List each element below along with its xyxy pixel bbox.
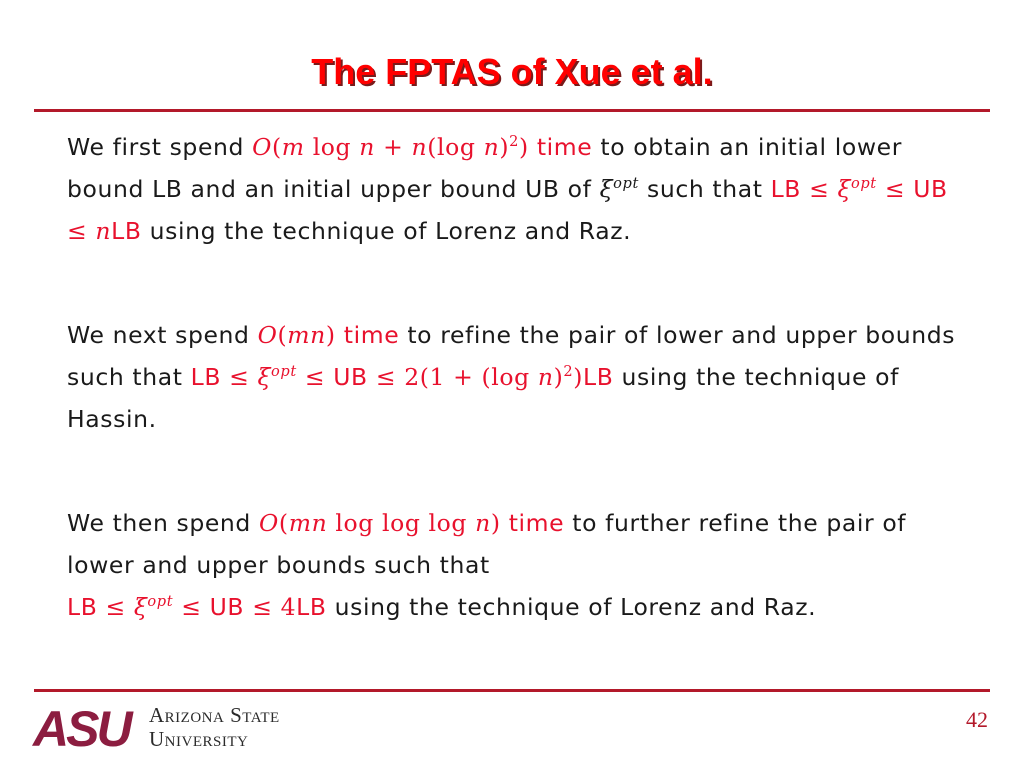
xi-opt-symbol: $\xi^{opt}$ [599,175,639,203]
paragraph-2-text-b: to refine the pair of lower and upper bounds such that [67,321,956,391]
paragraph-2-text-a: We next spend [67,321,258,349]
paragraph-1-text-c: such that [638,175,771,203]
footer-divider [34,689,990,692]
page-number: 42 [966,707,988,732]
asu-logo-line2: University [149,727,249,750]
paragraph-3-text-a: We then spend [67,509,260,537]
paragraph-3-time-label: time [508,509,565,537]
paragraph-2 [67,314,967,440]
paragraph-1-time-label: time [536,133,593,161]
paragraph-1-text-b: to obtain an initial lower bound LB and an initial upper bound UB of [67,133,902,203]
asu-logo [31,700,341,750]
title-divider [34,109,990,112]
complexity-expression-1: O(m log n + n(log n)$^2$) [252,133,529,161]
paragraph-2-time-label: time [343,321,400,349]
complexity-expression-2: O(mn) [257,321,336,349]
paragraph-3-text-b: to further refine the pair of lower and upper bounds such that [67,509,907,579]
paragraph-2-text-c: using the technique of Hassin. [67,363,900,433]
paragraph-1-text-d: using the technique of Lorenz and Raz. [141,217,632,245]
slide-body [67,126,967,628]
bound-inequality-2: LB ≤ $\xi^{opt}$ ≤ UB ≤ 2(1 + (log n)$^2$)LB [190,363,614,391]
paragraph-3-text-c: using the technique of Lorenz and Raz. [326,593,817,621]
paragraph-1-text-a: We first spend [67,133,253,161]
bound-inequality-1: LB ≤ $\xi^{opt}$ ≤ UB ≤ nLB [67,175,948,245]
asu-logo-line1: Arizona State [149,703,280,727]
slide-title: The FPTAS of Xue et al. [311,51,713,92]
paragraph-3 [67,502,967,628]
asu-logo-mark: ASU [33,701,130,750]
complexity-expression-3: O(mn log log log n) [259,509,501,537]
bound-inequality-3: LB ≤ $\xi^{opt}$ ≤ UB ≤ 4LB [67,593,327,621]
paragraph-1 [67,126,967,252]
